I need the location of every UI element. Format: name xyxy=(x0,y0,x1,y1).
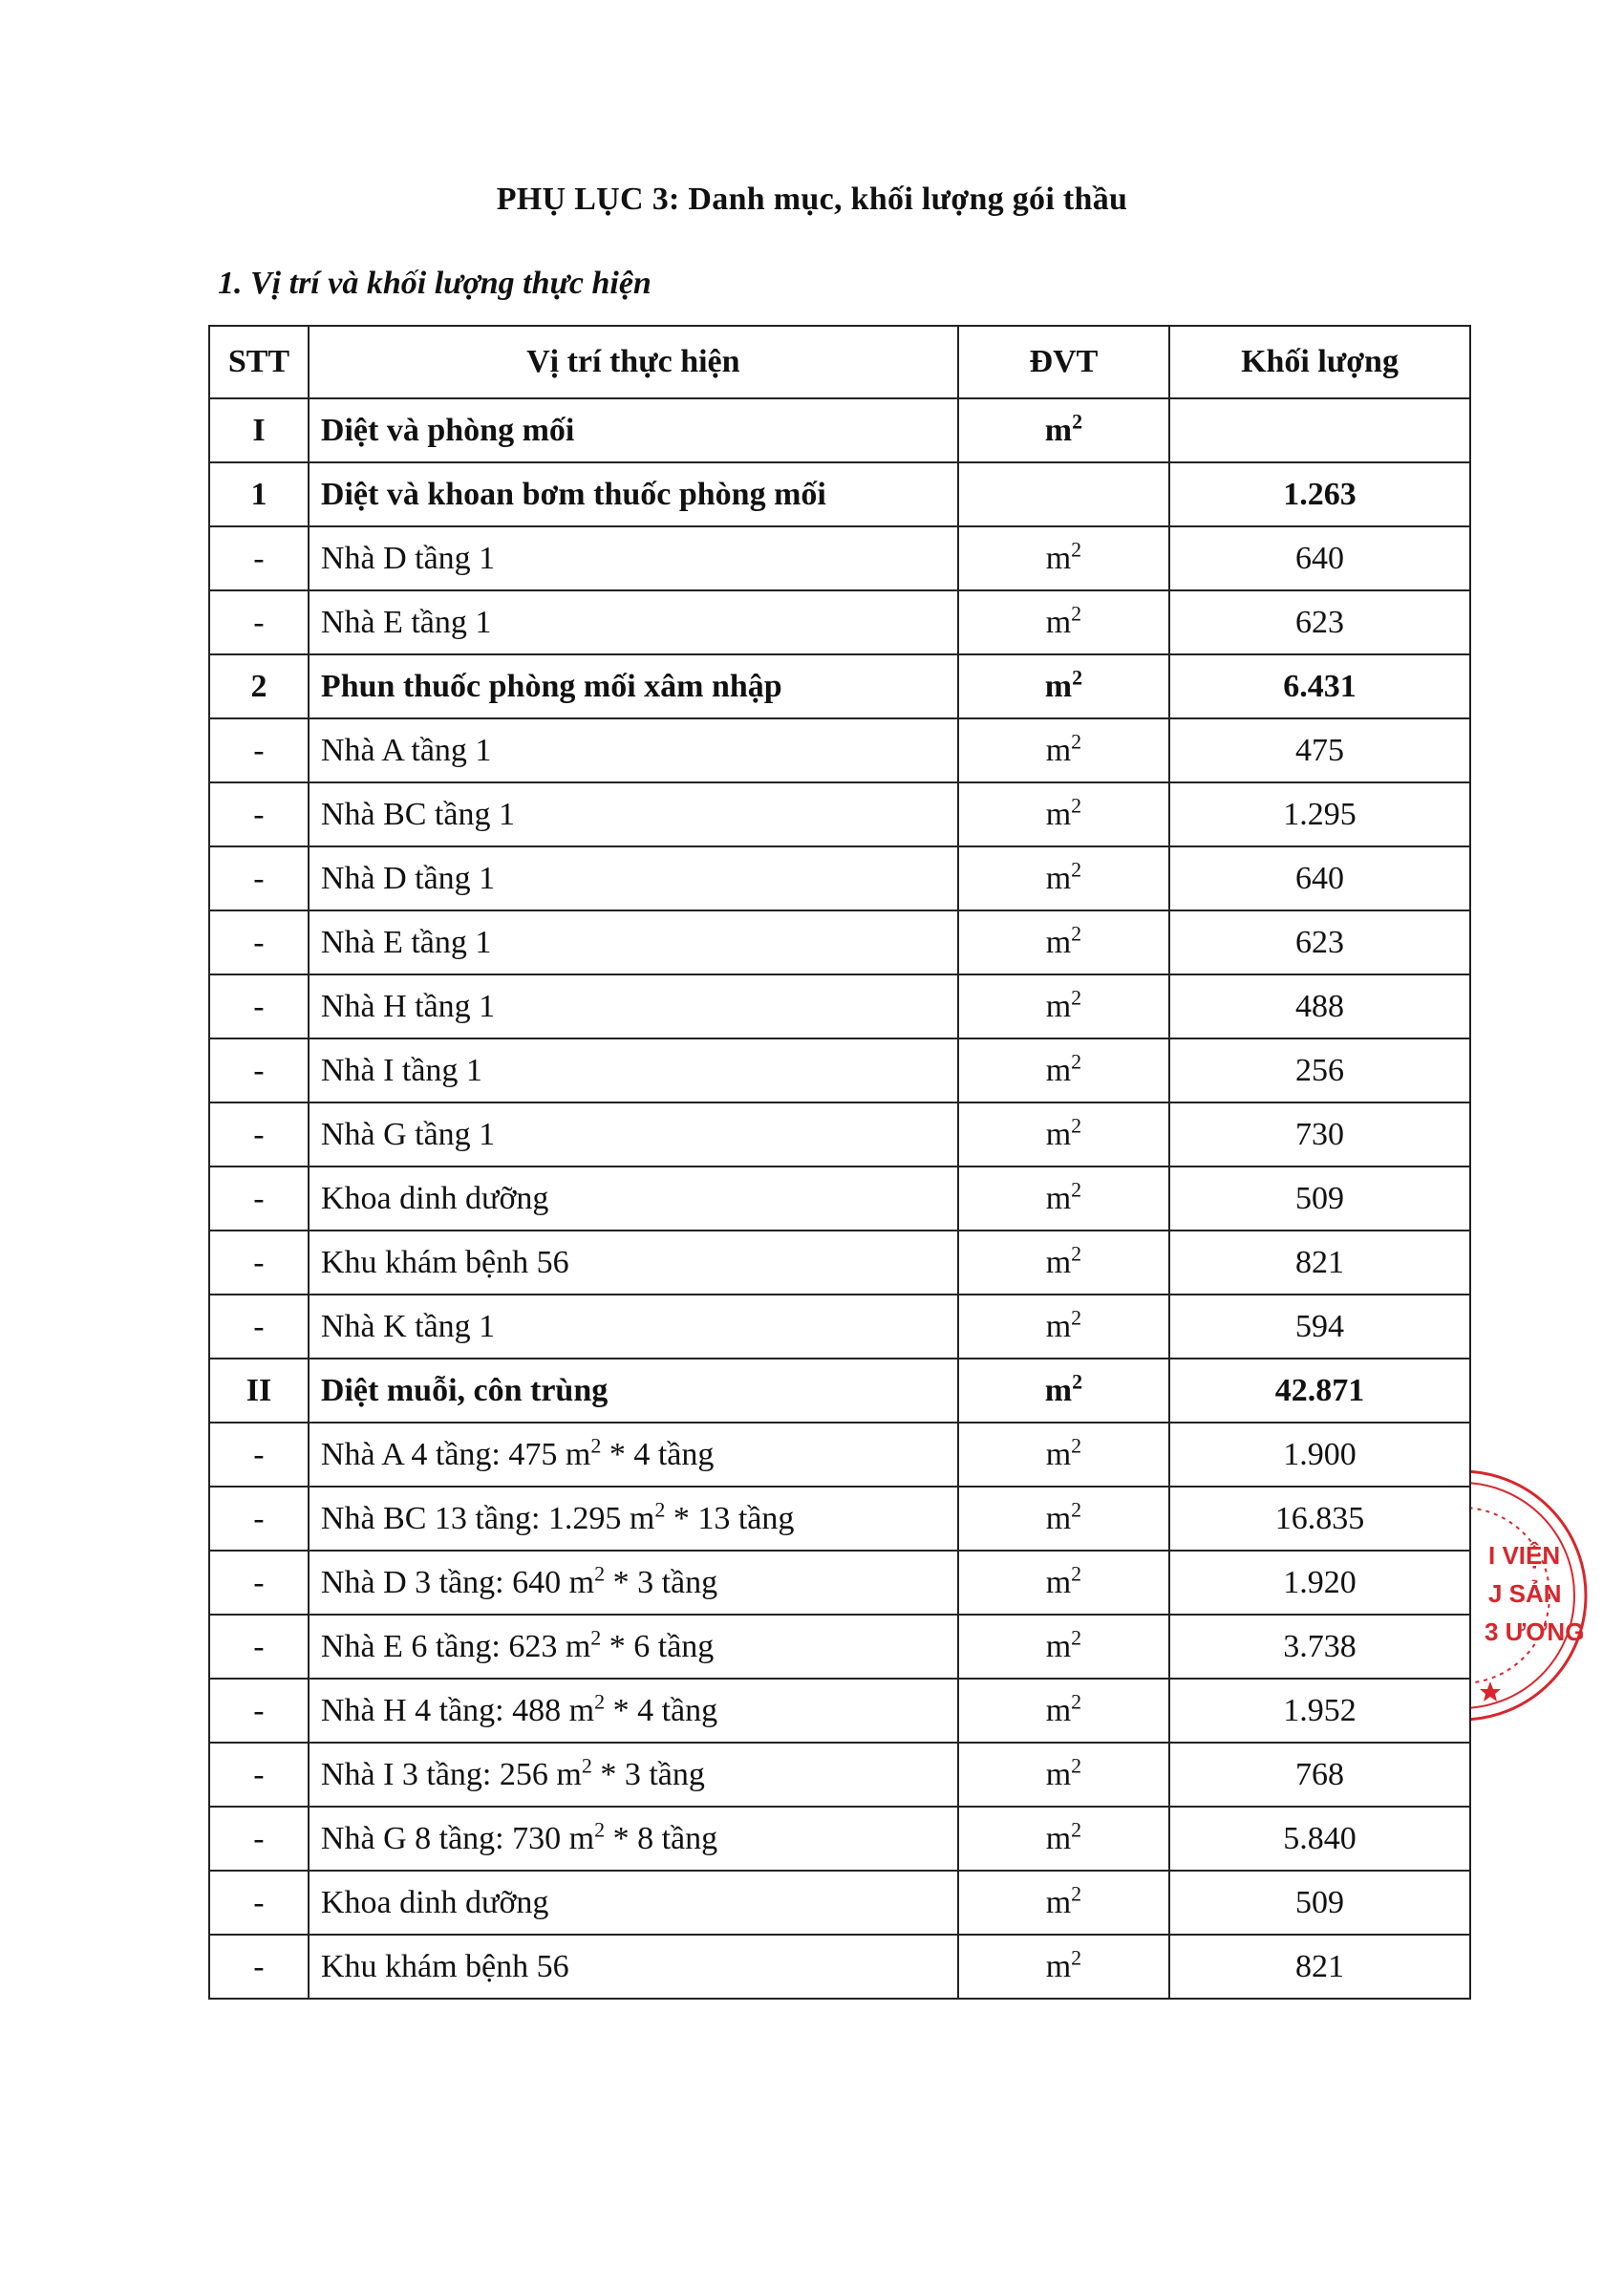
unit-superscript: 2 xyxy=(1071,1753,1082,1778)
row-location xyxy=(309,654,958,718)
row-unit xyxy=(958,1102,1169,1167)
row-stt: - xyxy=(209,1807,309,1871)
location-text: Nhà E tầng 1 xyxy=(320,604,492,640)
location-unit-superscript: 2 xyxy=(590,1625,602,1650)
row-unit xyxy=(958,1231,1169,1295)
location-unit-superscript: 2 xyxy=(590,1433,602,1458)
volume-table xyxy=(208,325,1471,2000)
row-stt: - xyxy=(209,526,309,590)
location-text: Diệt và phòng mối xyxy=(320,412,575,448)
row-unit xyxy=(958,782,1169,846)
row-quantity: 821 xyxy=(1169,1935,1470,1999)
row-unit xyxy=(958,974,1169,1038)
location-text: Phun thuốc phòng mối xâm nhập xyxy=(320,668,782,704)
row-unit xyxy=(958,398,1169,462)
row-stt: 2 xyxy=(209,654,309,718)
row-unit xyxy=(958,1807,1169,1871)
row-unit xyxy=(958,910,1169,974)
row-stt: - xyxy=(209,846,309,910)
unit-superscript: 2 xyxy=(1071,1881,1082,1906)
row-location xyxy=(309,1231,958,1295)
table-row xyxy=(209,974,1470,1038)
unit-text: m xyxy=(1044,412,1073,448)
row-unit xyxy=(958,1423,1169,1487)
table-row xyxy=(209,910,1470,974)
stamp-line-1: I VIỆN xyxy=(1488,1541,1561,1570)
location-unit-superscript: 2 xyxy=(594,1689,606,1714)
unit-text: m xyxy=(1045,1500,1072,1536)
table-row xyxy=(209,718,1470,782)
row-unit xyxy=(958,1295,1169,1359)
location-text: Nhà BC tầng 1 xyxy=(320,796,515,832)
header-stt: STT xyxy=(209,326,309,398)
location-floors: * 4 tầng xyxy=(601,1436,715,1472)
row-stt: 1 xyxy=(209,462,309,526)
row-stt: - xyxy=(209,1743,309,1807)
row-unit xyxy=(958,1743,1169,1807)
unit-text: m xyxy=(1045,1244,1072,1280)
row-unit xyxy=(958,1038,1169,1102)
unit-text: m xyxy=(1044,1372,1073,1408)
row-unit xyxy=(958,526,1169,590)
stamp-star-icon xyxy=(1480,1681,1501,1702)
unit-text: m xyxy=(1045,1692,1072,1728)
table-row xyxy=(209,782,1470,846)
table-header-row xyxy=(209,326,1470,398)
row-unit xyxy=(958,1359,1169,1423)
row-stt: - xyxy=(209,974,309,1038)
row-unit xyxy=(958,462,1169,526)
row-location xyxy=(309,1807,958,1871)
location-text: Nhà A 4 tầng: 475 m xyxy=(320,1436,591,1472)
row-stt: - xyxy=(209,1231,309,1295)
table-row xyxy=(209,1231,1470,1295)
table-row xyxy=(209,1807,1470,1871)
unit-superscript: 2 xyxy=(1071,1497,1082,1522)
row-location xyxy=(309,462,958,526)
row-quantity: 488 xyxy=(1169,974,1470,1038)
unit-text: m xyxy=(1045,732,1072,768)
location-text: Diệt và khoan bơm thuốc phòng mối xyxy=(320,476,826,512)
row-unit xyxy=(958,1871,1169,1935)
unit-superscript: 2 xyxy=(1071,985,1082,1010)
row-stt: - xyxy=(209,782,309,846)
unit-text: m xyxy=(1045,1564,1072,1600)
row-quantity: 594 xyxy=(1169,1295,1470,1359)
row-quantity: 1.263 xyxy=(1169,462,1470,526)
location-text: Nhà H tầng 1 xyxy=(320,988,496,1024)
unit-text: m xyxy=(1045,1884,1072,1920)
row-quantity: 1.900 xyxy=(1169,1423,1470,1487)
location-unit-superscript: 2 xyxy=(594,1561,606,1586)
unit-superscript: 2 xyxy=(1071,729,1082,754)
location-floors: * 4 tầng xyxy=(605,1692,718,1728)
table-row xyxy=(209,1102,1470,1167)
unit-superscript: 2 xyxy=(1071,857,1082,882)
header-quantity: Khối lượng xyxy=(1169,326,1470,398)
unit-text: m xyxy=(1045,1628,1072,1664)
table-row xyxy=(209,1423,1470,1487)
unit-superscript: 2 xyxy=(1072,1369,1083,1394)
location-floors: * 6 tầng xyxy=(601,1628,715,1664)
row-unit xyxy=(958,1167,1169,1231)
unit-text: m xyxy=(1045,860,1072,896)
row-unit xyxy=(958,654,1169,718)
row-stt: - xyxy=(209,1871,309,1935)
location-unit-superscript: 2 xyxy=(654,1497,666,1522)
row-quantity xyxy=(1169,398,1470,462)
row-unit xyxy=(958,718,1169,782)
row-quantity: 475 xyxy=(1169,718,1470,782)
row-location xyxy=(309,1167,958,1231)
row-quantity: 6.431 xyxy=(1169,654,1470,718)
unit-superscript: 2 xyxy=(1072,665,1083,690)
row-stt: - xyxy=(209,1295,309,1359)
row-stt: - xyxy=(209,1935,309,1999)
row-unit xyxy=(958,1615,1169,1679)
row-quantity: 730 xyxy=(1169,1102,1470,1167)
row-location xyxy=(309,718,958,782)
location-text: Nhà H 4 tầng: 488 m xyxy=(320,1692,595,1728)
unit-superscript: 2 xyxy=(1071,537,1082,562)
row-quantity: 1.920 xyxy=(1169,1551,1470,1615)
location-text: Nhà A tầng 1 xyxy=(320,732,492,768)
unit-text: m xyxy=(1045,988,1072,1024)
row-stt: - xyxy=(209,1038,309,1102)
location-text: Khoa dinh dưỡng xyxy=(320,1884,549,1920)
unit-superscript: 2 xyxy=(1071,1433,1082,1458)
unit-text: m xyxy=(1045,1948,1072,1984)
row-stt: - xyxy=(209,1167,309,1231)
red-seal-stamp xyxy=(1471,1457,1614,1734)
row-quantity: 16.835 xyxy=(1169,1487,1470,1551)
row-stt: - xyxy=(209,590,309,654)
row-quantity: 623 xyxy=(1169,590,1470,654)
table-row xyxy=(209,526,1470,590)
unit-superscript: 2 xyxy=(1071,1817,1082,1842)
unit-text: m xyxy=(1045,1116,1072,1152)
row-location xyxy=(309,526,958,590)
header-location: Vị trí thực hiện xyxy=(309,326,958,398)
table-row xyxy=(209,1295,1470,1359)
row-quantity: 1.952 xyxy=(1169,1679,1470,1743)
unit-superscript: 2 xyxy=(1071,1561,1082,1586)
row-stt: - xyxy=(209,718,309,782)
row-location xyxy=(309,846,958,910)
stamp-line-2: J SẢN xyxy=(1488,1579,1562,1608)
location-text: Nhà BC 13 tầng: 1.295 m xyxy=(320,1500,655,1536)
row-location xyxy=(309,1679,958,1743)
unit-text: m xyxy=(1045,1820,1072,1856)
unit-text: m xyxy=(1044,668,1073,704)
row-location xyxy=(309,974,958,1038)
row-stt: - xyxy=(209,1102,309,1167)
stamp-line-3: 3 ƯƠNG xyxy=(1485,1617,1585,1646)
row-unit xyxy=(958,1679,1169,1743)
unit-superscript: 2 xyxy=(1071,1625,1082,1650)
row-quantity: 821 xyxy=(1169,1231,1470,1295)
table-row xyxy=(209,1167,1470,1231)
row-location xyxy=(309,1359,958,1423)
unit-text: m xyxy=(1045,924,1072,960)
row-location xyxy=(309,1487,958,1551)
location-text: Nhà D tầng 1 xyxy=(320,860,496,896)
row-location xyxy=(309,910,958,974)
location-floors: * 3 tầng xyxy=(591,1756,705,1792)
row-location xyxy=(309,1871,958,1935)
row-quantity: 3.738 xyxy=(1169,1615,1470,1679)
row-stt: - xyxy=(209,1551,309,1615)
table-row xyxy=(209,398,1470,462)
table-row xyxy=(209,1038,1470,1102)
table-row xyxy=(209,1871,1470,1935)
table-row xyxy=(209,590,1470,654)
table-row xyxy=(209,1679,1470,1743)
location-text: Khu khám bệnh 56 xyxy=(320,1244,569,1280)
unit-superscript: 2 xyxy=(1071,1689,1082,1714)
row-unit xyxy=(958,590,1169,654)
row-stt: - xyxy=(209,1487,309,1551)
row-stt: - xyxy=(209,910,309,974)
table-row xyxy=(209,462,1470,526)
table-row xyxy=(209,654,1470,718)
unit-superscript: 2 xyxy=(1071,793,1082,818)
table-row xyxy=(209,1359,1470,1423)
row-quantity: 623 xyxy=(1169,910,1470,974)
row-unit xyxy=(958,846,1169,910)
unit-text: m xyxy=(1045,1180,1072,1216)
row-location xyxy=(309,1295,958,1359)
row-unit xyxy=(958,1551,1169,1615)
unit-superscript: 2 xyxy=(1071,1945,1082,1970)
table-row xyxy=(209,1551,1470,1615)
row-quantity: 768 xyxy=(1169,1743,1470,1807)
row-quantity: 509 xyxy=(1169,1871,1470,1935)
location-text: Nhà D 3 tầng: 640 m xyxy=(320,1564,595,1600)
unit-superscript: 2 xyxy=(1071,601,1082,626)
location-text: Nhà D tầng 1 xyxy=(320,540,496,576)
unit-superscript: 2 xyxy=(1071,921,1082,946)
unit-text: m xyxy=(1045,1052,1072,1088)
table-row xyxy=(209,1487,1470,1551)
row-quantity: 256 xyxy=(1169,1038,1470,1102)
unit-superscript: 2 xyxy=(1071,1305,1082,1330)
row-location xyxy=(309,1423,958,1487)
row-quantity: 640 xyxy=(1169,526,1470,590)
unit-superscript: 2 xyxy=(1072,409,1083,434)
location-text: Nhà G tầng 1 xyxy=(320,1116,496,1152)
page-title: PHỤ LỤC 3: Danh mục, khối lượng gói thầu xyxy=(496,182,1128,217)
row-location xyxy=(309,1615,958,1679)
unit-text: m xyxy=(1045,796,1072,832)
location-text: Khu khám bệnh 56 xyxy=(320,1948,569,1984)
row-quantity: 509 xyxy=(1169,1167,1470,1231)
location-text: Nhà K tầng 1 xyxy=(320,1308,496,1344)
table-row xyxy=(209,1615,1470,1679)
header-unit: ĐVT xyxy=(958,326,1169,398)
row-stt: II xyxy=(209,1359,309,1423)
unit-superscript: 2 xyxy=(1071,1177,1082,1202)
row-stt: - xyxy=(209,1423,309,1487)
unit-superscript: 2 xyxy=(1071,1113,1082,1138)
row-quantity: 42.871 xyxy=(1169,1359,1470,1423)
row-location xyxy=(309,1038,958,1102)
table-row xyxy=(209,846,1470,910)
row-quantity: 1.295 xyxy=(1169,782,1470,846)
row-location xyxy=(309,1743,958,1807)
unit-text: m xyxy=(1045,1436,1072,1472)
unit-superscript: 2 xyxy=(1071,1049,1082,1074)
unit-superscript: 2 xyxy=(1071,1241,1082,1266)
row-location xyxy=(309,398,958,462)
location-text: Nhà E 6 tầng: 623 m xyxy=(320,1628,591,1664)
section-heading: 1. Vị trí và khối lượng thực hiện xyxy=(218,266,652,301)
row-stt: - xyxy=(209,1615,309,1679)
unit-text: m xyxy=(1045,1308,1072,1344)
row-unit xyxy=(958,1487,1169,1551)
location-text: Diệt muỗi, côn trùng xyxy=(320,1372,609,1408)
row-unit xyxy=(958,1935,1169,1999)
unit-text: m xyxy=(1045,1756,1072,1792)
location-unit-superscript: 2 xyxy=(594,1817,606,1842)
table-body xyxy=(209,398,1470,1999)
row-stt: - xyxy=(209,1679,309,1743)
unit-text: m xyxy=(1045,540,1072,576)
row-location xyxy=(309,1935,958,1999)
location-floors: * 3 tầng xyxy=(605,1564,718,1600)
location-text: Nhà I tầng 1 xyxy=(320,1052,482,1088)
row-location xyxy=(309,1102,958,1167)
table-row xyxy=(209,1743,1470,1807)
row-location xyxy=(309,590,958,654)
row-stt: I xyxy=(209,398,309,462)
row-quantity: 5.840 xyxy=(1169,1807,1470,1871)
location-floors: * 8 tầng xyxy=(605,1820,718,1856)
location-floors: * 13 tầng xyxy=(665,1500,795,1536)
row-location xyxy=(309,782,958,846)
unit-text: m xyxy=(1045,604,1072,640)
location-text: Nhà G 8 tầng: 730 m xyxy=(320,1820,595,1856)
location-text: Nhà E tầng 1 xyxy=(320,924,492,960)
location-unit-superscript: 2 xyxy=(581,1753,592,1778)
location-text: Nhà I 3 tầng: 256 m xyxy=(320,1756,582,1792)
location-text: Khoa dinh dưỡng xyxy=(320,1180,549,1216)
row-location xyxy=(309,1551,958,1615)
row-quantity: 640 xyxy=(1169,846,1470,910)
table-row xyxy=(209,1935,1470,1999)
